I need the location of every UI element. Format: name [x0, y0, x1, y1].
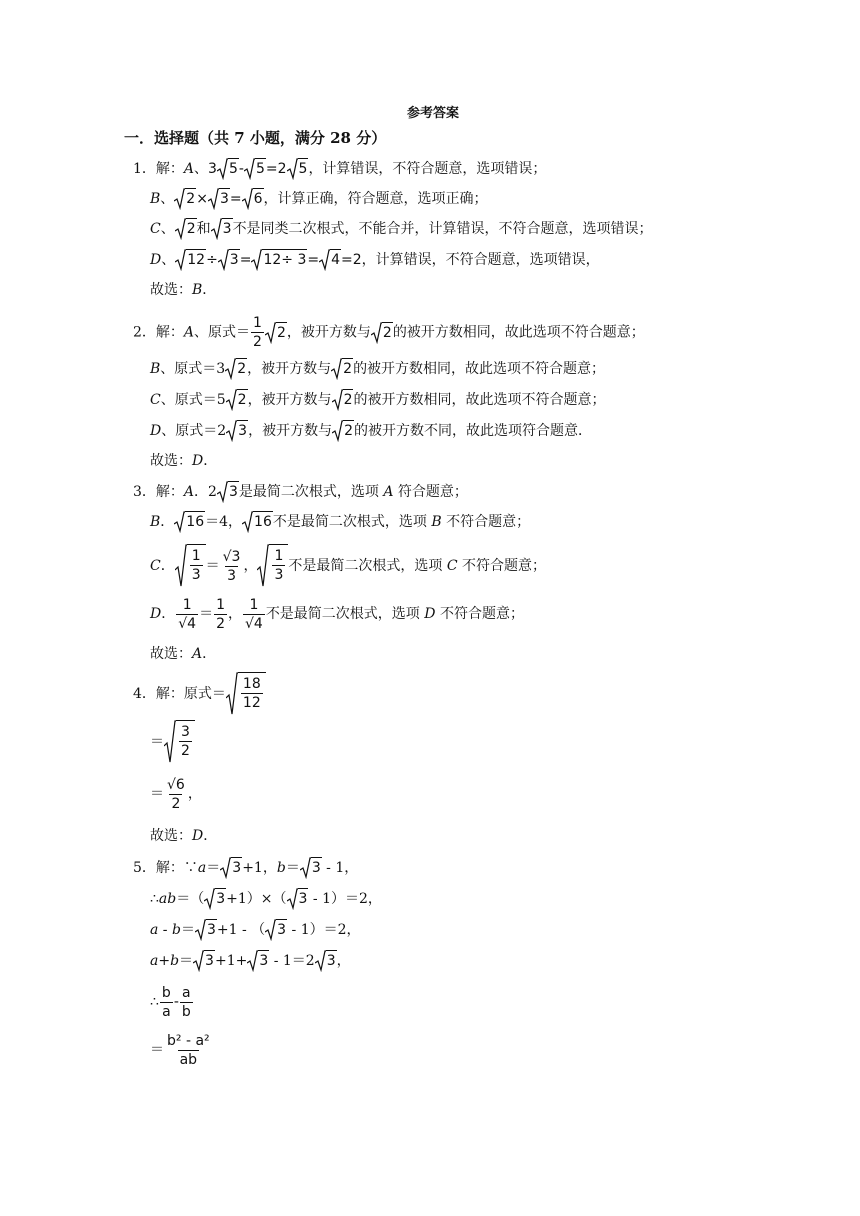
fraction [165, 776, 187, 813]
option-ref: B [431, 514, 442, 530]
radicand: 5 [228, 158, 239, 180]
radical [220, 857, 242, 879]
minus: - [173, 994, 179, 1010]
answer-end: ． [202, 646, 217, 662]
answer-prefix: 故选： [150, 282, 192, 298]
radical [332, 420, 354, 442]
q3-number: 3．解： [133, 484, 184, 500]
radical [208, 188, 230, 210]
separator: 、 [161, 252, 176, 268]
radicand: 3 [326, 950, 337, 972]
operator: ÷ [206, 252, 218, 268]
q1-line-c [150, 218, 653, 240]
option-ref: C [446, 558, 458, 574]
q2-line-d [150, 420, 592, 442]
expression: ．2 [194, 484, 217, 500]
radical [204, 888, 226, 910]
radical [287, 888, 309, 910]
numerator: 1 [249, 596, 259, 613]
q2-line-a [133, 314, 645, 351]
q5-number: 5．解：∵ [133, 860, 198, 876]
fraction [180, 984, 193, 1021]
therefore: ∴ [150, 891, 159, 907]
radical [265, 322, 287, 344]
operator: × [196, 191, 208, 207]
denominator: 12 [242, 695, 261, 711]
q4-line-2 [150, 720, 195, 764]
fraction [165, 1032, 212, 1069]
numerator: 3 [181, 724, 190, 740]
var-b: b [276, 860, 286, 876]
radical [211, 218, 233, 240]
fraction [179, 723, 192, 760]
denominator: 3 [274, 567, 284, 583]
text: - 1）＝2， [308, 891, 382, 907]
fraction [160, 984, 173, 1021]
fraction [251, 314, 264, 351]
comma: ， [187, 786, 202, 802]
text: ，被开方数与 [248, 423, 333, 439]
fraction [190, 547, 203, 584]
radical [195, 919, 217, 941]
denominator: b [181, 1003, 191, 1020]
operator: = [229, 191, 242, 207]
q5-line-1 [133, 857, 358, 879]
radicand: 3 [229, 249, 240, 271]
option-label: B [150, 191, 161, 207]
denominator: √4 [178, 615, 197, 632]
radicand: 3 [276, 919, 287, 941]
radicand: 3 [222, 218, 233, 240]
radicand: 2 [236, 358, 247, 380]
operator: = [307, 252, 320, 268]
explanation: ，计算错误，不符合题意，选项错误； [308, 161, 547, 177]
numerator: b [161, 984, 171, 1001]
q3-line-c [150, 544, 546, 588]
fraction [221, 548, 243, 585]
q2-line-c [150, 389, 605, 411]
radicand: 4 [330, 249, 341, 271]
answer-letter: B [192, 282, 203, 298]
explanation: 不符合题意； [457, 558, 547, 574]
denominator: 3 [191, 567, 201, 583]
q2-answer [150, 451, 217, 471]
q4-number: 4．解：原式＝ [133, 686, 226, 702]
explanation: ，计算正确，符合题意，选项正确； [263, 191, 488, 207]
radical [300, 857, 322, 879]
answer-end: ． [203, 453, 218, 469]
q1-number: 1．解： [133, 161, 184, 177]
radicand: 3 [204, 950, 215, 972]
text: +1+ [214, 953, 248, 969]
text: +1， [242, 860, 277, 876]
answer-letter: D [192, 828, 204, 844]
denominator: a [162, 1003, 171, 1020]
fraction [241, 675, 263, 712]
q3-answer [150, 644, 216, 664]
explanation: 的被开方数不同，故此选项符合题意． [354, 423, 592, 439]
radical [226, 672, 266, 716]
radicand: 16 [185, 511, 205, 533]
denominator: ab [179, 1051, 198, 1068]
text: ，被开方数与 [247, 392, 332, 408]
answer-prefix: 故选： [150, 828, 192, 844]
radical [242, 188, 264, 210]
numerator: 1 [216, 596, 225, 613]
radical [175, 249, 206, 271]
denominator: 3 [227, 567, 237, 584]
radicand: 2 [276, 322, 287, 344]
radical [226, 389, 248, 411]
equals: ＝ [206, 860, 221, 876]
q5-line-2 [150, 888, 382, 910]
text: ＝4， [205, 514, 243, 530]
radical [244, 158, 266, 180]
equals: ＝ [179, 953, 194, 969]
q4-line-1 [133, 672, 266, 716]
radicand: 3 [231, 857, 242, 879]
radical [257, 544, 288, 588]
numerator: 18 [242, 676, 261, 692]
separator: ． [160, 558, 175, 574]
radical [175, 218, 197, 240]
q5-line-6 [150, 1028, 213, 1072]
text: ，被开方数与 [247, 361, 332, 377]
page-title: 参考答案 [407, 106, 460, 121]
explanation: 的被开方数相同，故此选项不符合题意； [392, 324, 645, 341]
denominator: 2 [181, 743, 190, 759]
operator: - [238, 161, 244, 177]
radicand: 3 [311, 857, 322, 879]
q2-line-b [150, 358, 605, 380]
answer-letter: A [192, 646, 203, 662]
q4-line-3 [150, 772, 202, 816]
option-ref: A [383, 484, 394, 500]
radical [217, 481, 239, 503]
radical [164, 720, 195, 764]
coef: 3 [208, 161, 217, 177]
radicand: 3 [258, 950, 269, 972]
q1-answer [150, 280, 216, 300]
radicand: 16 [253, 511, 273, 533]
fraction [176, 596, 198, 633]
equals: ＝ [199, 606, 214, 622]
radical [251, 249, 307, 271]
text: - 1＝2 [269, 953, 315, 969]
expression: 、原式＝ [194, 324, 251, 341]
radicand: 3 [237, 420, 248, 442]
radical [332, 389, 354, 411]
numerator: √6 [167, 776, 185, 793]
text: 是最简二次根式，选项 [238, 484, 384, 500]
radicand: 2 [343, 420, 354, 442]
radical [265, 919, 287, 941]
text: - 1， [321, 860, 359, 876]
q5-line-5 [150, 980, 194, 1024]
radical [226, 420, 248, 442]
option-label: C [150, 558, 161, 574]
radicand: 2 [343, 389, 354, 411]
text: 不是最简二次根式，选项 [265, 606, 425, 622]
radical [247, 950, 269, 972]
radicand: 3 [298, 888, 309, 910]
text: +1）×（ [226, 891, 287, 907]
q1-line-b [150, 188, 488, 210]
answer-letter: D [192, 453, 204, 469]
separator: ． [161, 606, 176, 622]
q1-line-a [133, 158, 546, 180]
operator: =2 [341, 252, 362, 268]
text: ＝（ [176, 891, 205, 907]
var-expr: a - b [150, 922, 181, 938]
expression: 、原式＝3 [160, 361, 226, 377]
radicand: 2 [237, 389, 248, 411]
radicand: 3 [215, 888, 226, 910]
var-ab: ab [158, 891, 177, 907]
equals: ＝ [150, 1042, 164, 1058]
numerator: a [182, 984, 191, 1001]
radical [371, 322, 393, 344]
q3-line-d [150, 592, 524, 636]
operator: =2 [265, 161, 287, 177]
numerator: 1 [191, 548, 201, 564]
fraction [243, 596, 265, 633]
numerator: 1 [253, 315, 262, 331]
equals: ＝ [205, 558, 220, 574]
comma: ， [227, 606, 242, 622]
radical [193, 950, 215, 972]
answer-end: ． [202, 282, 217, 298]
explanation: 不符合题意； [435, 606, 524, 622]
numerator: 1 [182, 596, 192, 613]
equals: ＝ [180, 922, 195, 938]
option-label: D [150, 606, 162, 622]
option-label: B [150, 514, 161, 530]
option-label: C [150, 392, 161, 408]
text: +1 - （ [216, 922, 266, 938]
text: - 1）＝2， [287, 922, 361, 938]
radicand: 6 [253, 188, 264, 210]
q5-line-3 [150, 919, 361, 941]
option-ref: D [424, 606, 436, 622]
radicand: 5 [255, 158, 266, 180]
radicand: 2 [186, 218, 197, 240]
text: ，被开方数与 [286, 324, 371, 341]
fraction [272, 547, 285, 584]
radicand: 5 [298, 158, 309, 180]
answer-prefix: 故选： [150, 453, 192, 469]
text: ， [336, 953, 351, 969]
answer-end: ． [203, 828, 218, 844]
explanation: 不符合题意； [441, 514, 531, 530]
explanation: 的被开方数相同，故此选项不符合题意； [353, 361, 606, 377]
explanation: 不是同类二次根式，不能合并，计算错误，不符合题意，选项错误； [232, 221, 653, 237]
radicand: 2 [382, 322, 393, 344]
equals: ＝ [150, 734, 164, 750]
equals: ＝ [285, 860, 300, 876]
q3-line-a [133, 481, 468, 503]
conjunction: 和 [196, 221, 211, 237]
separator: 、 [194, 161, 209, 177]
radical [225, 358, 247, 380]
q3-line-b [150, 511, 530, 533]
radicand: 12 [186, 249, 206, 271]
denominator: 2 [253, 334, 262, 350]
radicand: 2 [342, 358, 353, 380]
radicand: 3 [206, 919, 217, 941]
radical [319, 249, 341, 271]
therefore: ∴ [150, 994, 159, 1010]
denominator: 2 [171, 795, 181, 812]
option-label: C [150, 221, 161, 237]
numerator: √3 [222, 548, 241, 565]
radical [242, 511, 273, 533]
option-label: D [150, 423, 162, 439]
explanation: 的被开方数相同，故此选项不符合题意； [353, 392, 606, 408]
radicand: 2 [185, 188, 196, 210]
option-label: A [183, 484, 195, 500]
separator: 、 [160, 191, 175, 207]
radical [175, 544, 206, 588]
radical [287, 158, 309, 180]
radical [174, 511, 205, 533]
option-label: B [150, 361, 161, 377]
denominator: √4 [244, 615, 263, 632]
explanation: ，计算错误，不符合题意，选项错误， [361, 252, 600, 268]
option-label: A [183, 161, 195, 177]
option-label: A [183, 324, 195, 341]
q2-number: 2．解： [133, 324, 184, 341]
explanation: 符合题意； [393, 484, 468, 500]
text: 不是最简二次根式，选项 [272, 514, 432, 530]
numerator: 1 [274, 548, 284, 564]
equals: ＝ [150, 786, 164, 802]
text: 不是最简二次根式，选项 [288, 558, 447, 574]
q5-line-4 [150, 950, 351, 972]
expression: 、原式＝2 [161, 423, 227, 439]
section-heading: 一．选择题（共 7 小题，满分 28 分） [124, 129, 387, 147]
expression: 、原式＝5 [160, 392, 226, 408]
separator: 、 [160, 221, 175, 237]
var-expr: a+b [150, 953, 180, 969]
radical [315, 950, 337, 972]
radical [174, 188, 196, 210]
var-a: a [197, 860, 207, 876]
operator: = [239, 252, 252, 268]
q1-line-d [150, 249, 600, 271]
radical [218, 249, 240, 271]
separator: ． [160, 514, 175, 530]
answer-prefix: 故选： [150, 646, 192, 662]
q4-answer [150, 826, 217, 846]
radical [331, 358, 353, 380]
numerator: b² - a² [167, 1032, 210, 1049]
denominator: 2 [216, 615, 225, 632]
radical [217, 158, 239, 180]
fraction [214, 596, 227, 633]
radicand: 3 [219, 188, 230, 210]
option-label: D [150, 252, 162, 268]
comma: ， [243, 558, 258, 574]
radicand: 3 [228, 481, 239, 503]
radicand: 12÷ 3 [262, 249, 307, 271]
